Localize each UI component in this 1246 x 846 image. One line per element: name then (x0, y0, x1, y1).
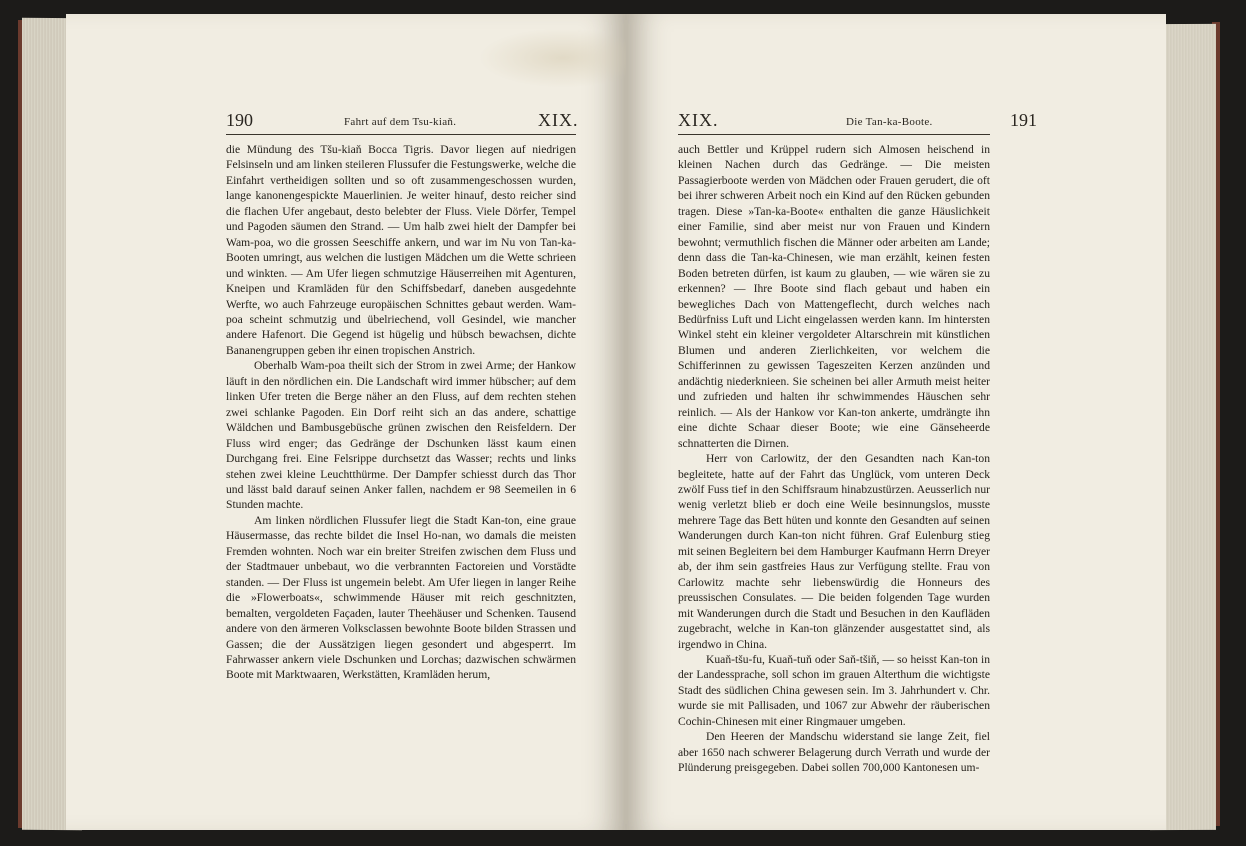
running-title: Fahrt auf dem Tsu-kiaň. (344, 116, 457, 128)
paragraph: Den Heeren der Mandschu widerstand sie lange Zeit, fiel aber 1650 nach schwerer Belagerung durch Verrath und wurde der Plünderung preisgegeben. Dabei sollen 700,000 Kantonesen um- (678, 730, 990, 775)
chapter-number: XIX. (678, 110, 719, 130)
header-rule (226, 134, 576, 135)
page-number: 191 (1010, 110, 1037, 130)
left-page (66, 14, 626, 830)
right-body-text (678, 142, 990, 776)
paragraph: Kuaň-tšu-fu, Kuaň-tuň oder Saň-tšiň, — so heisst Kan-ton in der Landessprache, soll schon im grauen Alterthum die wichtigste Stadt des südlichen China gewesen sein. Im 3. Jahrhundert v. Chr. wurde sie mit Pallisaden, und 1067 zur Abwehr der räuberischen Cochin-Chinesen mit einer Ringmauer umgeben. (678, 652, 990, 728)
right-page (626, 14, 1166, 830)
paragraph: Herr von Carlowitz, der den Gesandten nach Kan-ton begleitete, hatte auf der Fahrt das Unglück, vom unteren Deck zwölf Fuss tief in den Schiffsraum hinabzustürzen. Aeusserlich nur wenig verletzt blieb er doch eine Weile besinnungslos, musste mehrere Tage das Bett hüten und konnte den Gesandten auf seinen Wanderungen durch Kan-ton nicht führen. Graf Eulenburg stieg mit seinen Begleitern bei dem Hamburger Kaufmann Herrn Dreyer ab, der ihm sein gastfreies Haus zur Verfügung stellte. Frau von Carlowitz machte sehr liebenswürdig die Honneurs des preussischen Consulates. — Die beiden folgenden Tage wurden mit Wanderungen durch die Stadt und Besuchen in den Kaufläden zugebracht, welche in Kan-ton glänzender ausgestattet sind, als irgendwo in China. (678, 452, 990, 651)
running-title: Die Tan-ka-Boote. (846, 116, 933, 128)
paragraph: die Mündung des Tšu-kiaň Bocca Tigris. Davor liegen auf niedrigen Felsinseln und am linken steileren Flussufer die Festungswerke, welche die Einfahrt vertheidigen sollten und so oft zusammengeschossen wurden, lange kanonengespickte Mauerlinien. Je weiter hinauf, desto reicher sind die flachen Ufer angebaut, desto belebter der Fluss. Viele Dörfer, Tempel und Pagoden säumen den Strand. — Um halb zwei hielt der Dampfer bei Wam-poa, wo die grossen Seeschiffe ankern, und war im Nu von Tan-ka-Booten umringt, aus welchen die lustigen Mädchen um die Wette schrieen und winkten. — Am Ufer liegen schmutzige Häuserreihen mit Agenturen, Kneipen und Kramläden für den Schiffsbedarf, daneben ausgedehnte Werfte, wo auch Fahrzeuge europäischen Schnittes gebaut werden. Wam-poa scheint schmutzig und übelriechend, voll Gesindel, wie mancher andere Hafenort. Die Gegend ist hügelig und hübsch bewachsen, dichte Bananengruppen geben ihr einen tropischen Anstrich. (226, 143, 576, 357)
paragraph: auch Bettler und Krüppel rudern sich Almosen heischend in kleinen Nachen durch das Gedränge. — Die meisten Passagierboote werden von Mädchen oder Frauen gerudert, die oft bei ihrer schweren Arbeit noch ein Kind auf den Rücken gebunden tragen. Diese »Tan-ka-Boote« enthalten die ganze Häuslichkeit einer Familie, sind aber meist nur von Frauen und Kindern bewohnt; vermuthlich fischen die Männer oder arbeiten am Lande; denn dass die Tan-ka-Chinesen, wie man erzählt, keinen festen Boden betreten dürfen, ist kaum zu glauben, — wie wären sie zu erkennen? — Ihre Boote sind flach gebaut und haben ein bewegliches Dach von Mattengeflecht, durch welches nach Bedürfniss Luft und Licht eingelassen werden kann. Im hintersten Winkel steht ein kleiner vergoldeter Altarschrein mit künstlichen Blumen und anderen Zierlichkeiten, vor welchem die Schifferinnen zu gewissen Tageszeiten Kerzen anzünden und andächtig niederknieen. Sie scheinen bei aller Armuth meist heiter und zufrieden und halten ihr schwimmendes Häuschen sehr reinlich. — Als der Hankow vor Kan-ton ankerte, umdrängte ihn eine dichte Schaar dieser Boote; wie eine Gänseheerde schnatterten die Dirnen. (678, 143, 990, 450)
page-number: 190 (226, 110, 253, 130)
water-stain (478, 28, 648, 88)
header-rule (678, 134, 990, 135)
chapter-number: XIX. (538, 110, 579, 130)
paragraph: Oberhalb Wam-poa theilt sich der Strom in zwei Arme; der Hankow läuft in den nördlichen ein. Die Landschaft wird immer hübscher; auf dem linken Ufer treten die Berge näher an den Fluss, auf dem rechten stehen zwei schlanke Pagoden. Ein Dorf reiht sich an das andere, schattige Wäldchen und Bambusgebüsche grünen zwischen den Reisfeldern. Der Fluss wird enger; das Gedränge der Dschunken lässt kaum einen Durchgang frei. Eine Felsrippe durchsetzt das Wasser; rechts und links stehen zwei kleine Leuchtthürme. Der Dampfer schiesst durch das Thor und lässt bald darauf seinen Anker fallen, nachdem er 98 Seemeilen in 6 Stunden machte. (226, 359, 576, 512)
paragraph: Am linken nördlichen Flussufer liegt die Stadt Kan-ton, eine graue Häusermasse, das rechte bildet die Insel Ho-nan, wo damals die meisten Fremden wohnten. Noch war ein breiter Streifen zwischen dem Fluss und der Stadtmauer unbebaut, wo die verbrannten Factoreien und Vorstädte standen. — Der Fluss ist ungemein belebt. Am Ufer liegen in langer Reihe die »Flowerboats«, schwimmende Häuser mit reich geschnitzten, bemalten, vergoldeten Façaden, lauter Theehäuser und Schenken. Tausend andere von den ärmeren Volksclassen bewohnte Boote bilden Strassen und Gassen; die der Aussätzigen liegen gesondert und abgesperrt. Im Fahrwasser ankern viele Dschunken und Lorchas; dazwischen schwärmen Boote mit Marktwaaren, Werkstätten, Kramläden herum, (226, 513, 576, 682)
left-body-text (226, 142, 576, 683)
